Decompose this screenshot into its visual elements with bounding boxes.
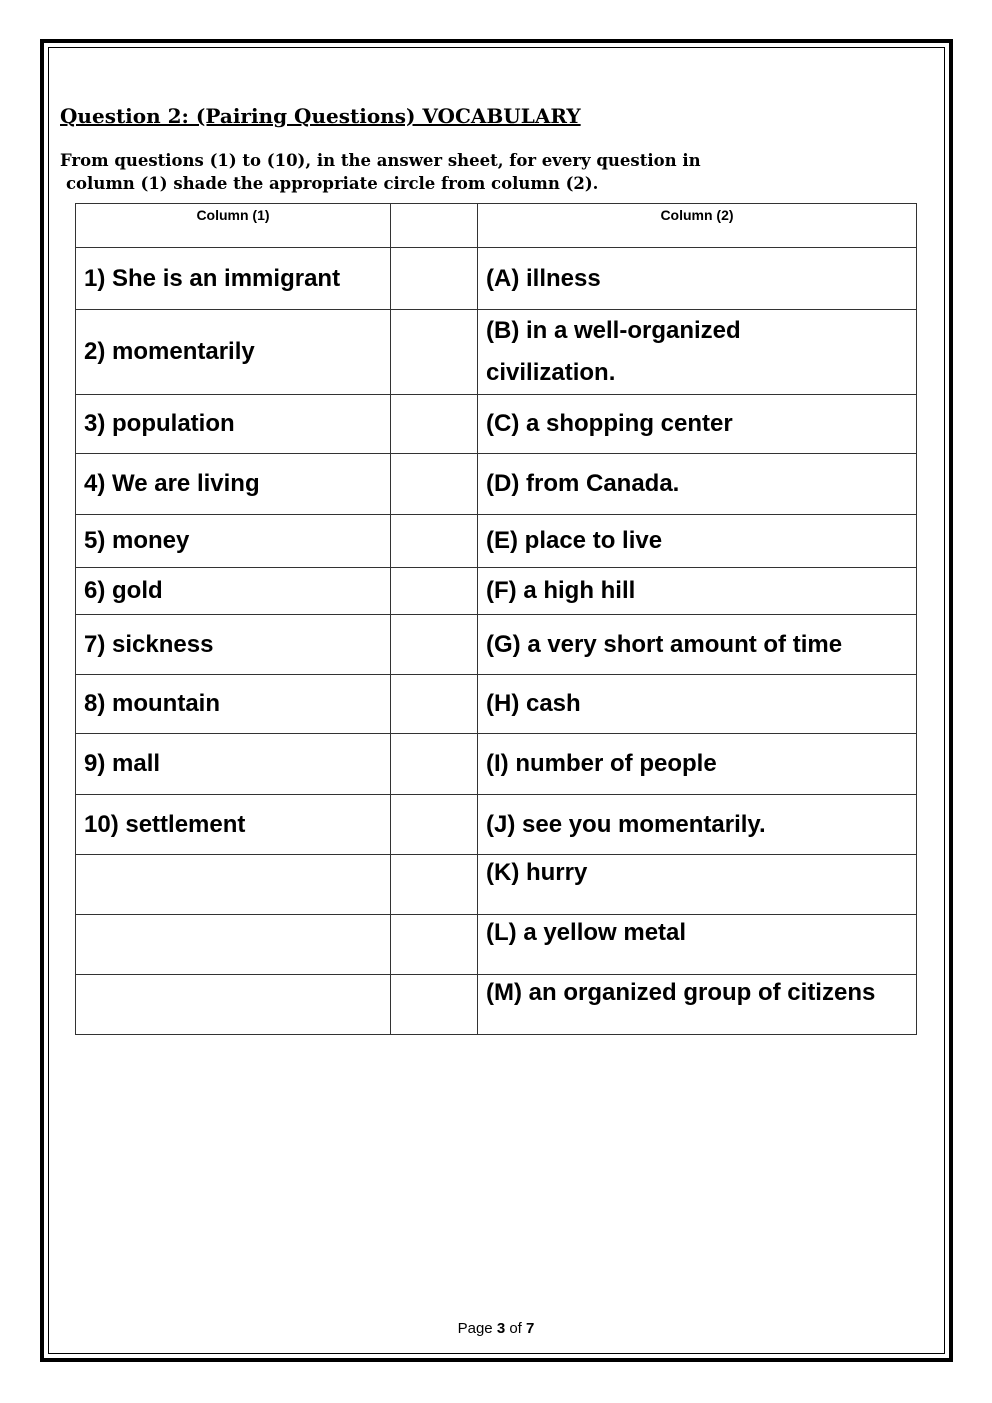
answer-blank	[391, 675, 478, 734]
answer-blank	[391, 515, 478, 568]
answer-blank	[391, 795, 478, 855]
column-2-item: (E) place to live	[478, 515, 917, 568]
answer-blank	[391, 454, 478, 515]
column-1-item: 7) sickness	[76, 615, 391, 675]
table-row	[76, 395, 917, 454]
column-1-item: 10) settlement	[76, 795, 391, 855]
column-1-item	[76, 975, 391, 1035]
column-2-item: (D) from Canada.	[478, 454, 917, 515]
answer-blank	[391, 915, 478, 975]
column-1-item: 6) gold	[76, 568, 391, 615]
column-1-item	[76, 855, 391, 915]
answer-blank	[391, 855, 478, 915]
page-footer	[0, 1320, 992, 1337]
total-page-number: 7	[526, 1320, 535, 1337]
table-row	[76, 915, 917, 975]
column-1-item: 1) She is an immigrant	[76, 248, 391, 310]
table-row	[76, 855, 917, 915]
column-2-item: (H) cash	[478, 675, 917, 734]
table-row	[76, 675, 917, 734]
pairing-table	[75, 203, 917, 1035]
column-1-item: 2) momentarily	[76, 310, 391, 395]
answer-blank	[391, 734, 478, 795]
answer-blank	[391, 615, 478, 675]
question-heading: Question 2: (Pairing Questions) VOCABULARY	[60, 104, 581, 128]
table-row	[76, 515, 917, 568]
answer-blank	[391, 395, 478, 454]
column-1-item: 8) mountain	[76, 675, 391, 734]
column-1-item: 5) money	[76, 515, 391, 568]
table-row	[76, 454, 917, 515]
page-of-label: of	[509, 1320, 522, 1337]
answer-blank	[391, 310, 478, 395]
answer-blank	[391, 568, 478, 615]
column-2-item: (F) a high hill	[478, 568, 917, 615]
table-row	[76, 568, 917, 615]
column-2-item: (M) an organized group of citizens	[478, 975, 917, 1035]
column-2-header: Column (2)	[478, 204, 917, 248]
table-row	[76, 734, 917, 795]
column-2-item: (K) hurry	[478, 855, 917, 915]
column-2-item: (L) a yellow metal	[478, 915, 917, 975]
column-1-item: 9) mall	[76, 734, 391, 795]
column-2-item: (B) in a well-organized civilization.	[478, 310, 917, 395]
table-row	[76, 615, 917, 675]
column-1-item	[76, 915, 391, 975]
table-row	[76, 795, 917, 855]
instructions	[60, 149, 701, 195]
column-2-item: (I) number of people	[478, 734, 917, 795]
answer-blank	[391, 975, 478, 1035]
table-header-row	[76, 204, 917, 248]
instructions-line-2: column (1) shade the appropriate circle from column (2).	[66, 174, 599, 193]
page-label: Page	[457, 1320, 493, 1337]
column-1-item: 4) We are living	[76, 454, 391, 515]
current-page-number: 3	[496, 1320, 506, 1337]
table-row	[76, 310, 917, 395]
column-2-item: (C) a shopping center	[478, 395, 917, 454]
column-2-item: (A) illness	[478, 248, 917, 310]
column-2-item: (G) a very short amount of time	[478, 615, 917, 675]
column-1-header: Column (1)	[76, 204, 391, 248]
column-2-item: (J) see you momentarily.	[478, 795, 917, 855]
column-1-item: 3) population	[76, 395, 391, 454]
answer-blank	[391, 248, 478, 310]
answer-blank-header	[391, 204, 478, 248]
table-row	[76, 248, 917, 310]
instructions-line-1: From questions (1) to (10), in the answer sheet, for every question in	[60, 151, 701, 170]
table-row	[76, 975, 917, 1035]
